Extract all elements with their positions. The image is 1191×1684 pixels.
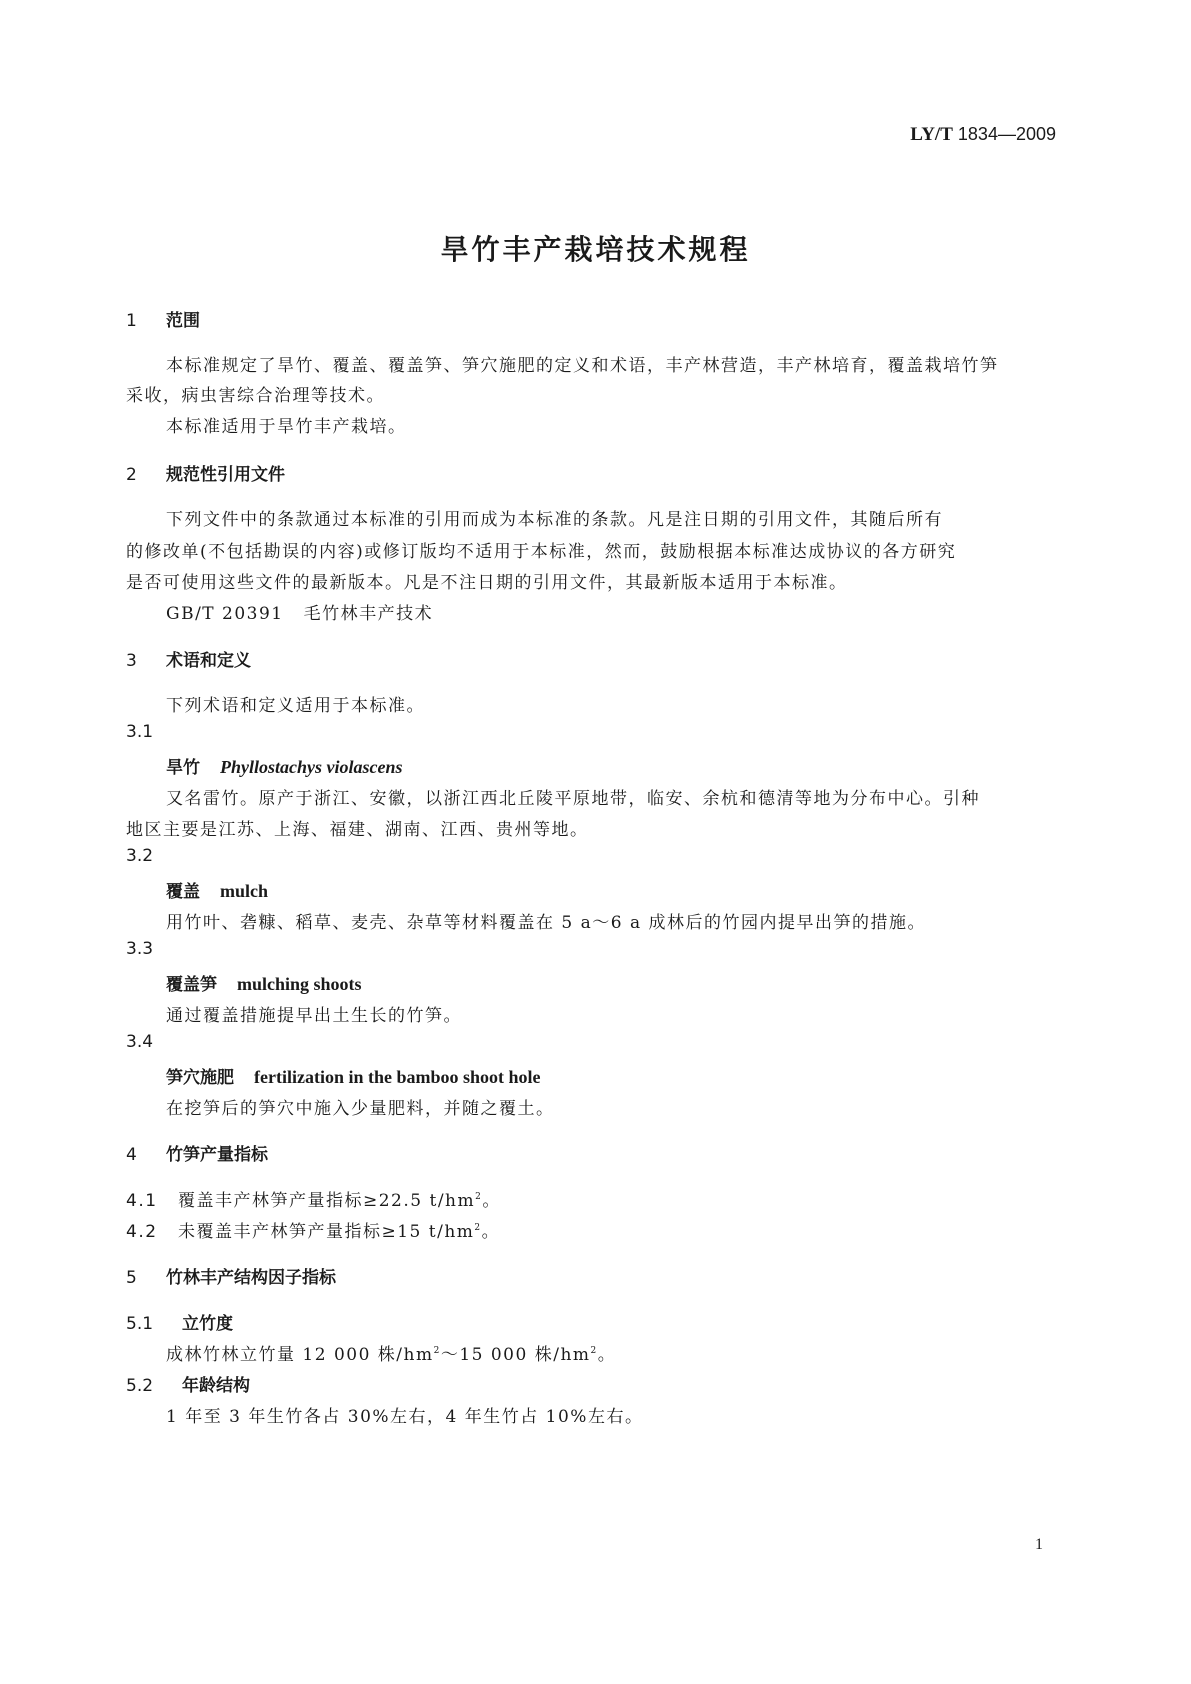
- reference-code: GB/T 20391: [166, 604, 284, 624]
- subsection-5-2-heading: [126, 1371, 250, 1396]
- term-definition: 通过覆盖措施提早出土生长的竹笋。: [166, 1006, 462, 1026]
- paragraph: 本标准适用于旱竹丰产栽培。: [166, 417, 407, 437]
- subsection-title: 年龄结构: [182, 1376, 250, 1396]
- section-number: 2: [126, 465, 137, 485]
- subsection-number: 5.1: [126, 1314, 154, 1334]
- term-definition: 又名雷竹。原产于浙江、安徽，以浙江西北丘陵平原地带，临安、余杭和德清等地为分布中心。引种: [166, 789, 980, 809]
- term-cn: 旱竹: [166, 758, 200, 778]
- superscript: 2: [475, 1192, 483, 1202]
- paragraph: 采收，病虫害综合治理等技术。: [126, 386, 385, 406]
- punctuation: 。: [482, 1191, 501, 1211]
- standard-code: [910, 124, 1056, 146]
- term-definition: 在挖笋后的笋穴中施入少量肥料，并随之覆土。: [166, 1099, 555, 1119]
- term-en: mulch: [220, 881, 269, 901]
- page-number: 1: [1035, 1536, 1043, 1553]
- text: ～15 000 株/hm: [440, 1345, 591, 1365]
- term-heading: [166, 753, 403, 778]
- item-text: 未覆盖丰产林笋产量指标≥15 t/hm: [178, 1222, 475, 1242]
- section-title: 竹林丰产结构因子指标: [166, 1268, 336, 1288]
- paragraph: 的修改单(不包括勘误的内容)或修订版均不适用于本标准，然而，鼓励根据本标准达成协议的各方研究: [126, 542, 957, 562]
- term-number: 3.2: [126, 846, 154, 866]
- paragraph: 下列文件中的条款通过本标准的引用而成为本标准的条款。凡是注日期的引用文件，其随后所有: [166, 510, 943, 530]
- subsection-5-1-heading: [126, 1309, 233, 1334]
- section-2-heading: [126, 460, 285, 485]
- subsection-number: 5.2: [126, 1376, 154, 1396]
- subsection-title: 立竹度: [182, 1314, 233, 1334]
- term-en: Phyllostachys violascens: [220, 757, 403, 777]
- document-title: 旱竹丰产栽培技术规程: [440, 233, 751, 266]
- item-text: 覆盖丰产林笋产量指标≥22.5 t/hm: [178, 1191, 476, 1211]
- punctuation: 。: [597, 1345, 617, 1365]
- superscript: 2: [590, 1346, 598, 1356]
- yield-indicator-item: [126, 1217, 500, 1242]
- paragraph: 下列术语和定义适用于本标准。: [166, 696, 425, 716]
- term-heading: [166, 1063, 541, 1088]
- item-number: 4.2: [126, 1222, 158, 1242]
- section-number: 1: [126, 311, 137, 331]
- standard-prefix: LY/T: [910, 124, 953, 145]
- text: 成林竹林立竹量 12 000 株/hm: [166, 1345, 434, 1365]
- term-heading: [166, 877, 268, 902]
- term-definition: 地区主要是江苏、上海、福建、湖南、江西、贵州等地。: [126, 820, 589, 840]
- section-title: 竹笋产量指标: [166, 1145, 268, 1165]
- section-number: 3: [126, 651, 137, 671]
- term-cn: 笋穴施肥: [166, 1068, 234, 1088]
- paragraph: 本标准规定了旱竹、覆盖、覆盖笋、笋穴施肥的定义和术语，丰产林营造，丰产林培育，覆盖栽培竹笋: [166, 356, 999, 376]
- term-en: mulching shoots: [237, 974, 362, 994]
- section-4-heading: [126, 1140, 268, 1165]
- item-number: 4.1: [126, 1191, 158, 1211]
- section-number: 4: [126, 1145, 137, 1165]
- standard-number: 1834—2009: [957, 124, 1056, 144]
- paragraph: [166, 1340, 616, 1365]
- normative-reference: [166, 599, 433, 624]
- section-1-heading: [126, 306, 200, 331]
- yield-indicator-item: [126, 1186, 501, 1211]
- term-cn: 覆盖: [166, 882, 200, 902]
- paragraph: 1 年至 3 年生竹各占 30%左右，4 年生竹占 10%左右。: [166, 1407, 644, 1427]
- superscript: 2: [433, 1346, 441, 1356]
- term-number: 3.1: [126, 722, 154, 742]
- section-3-heading: [126, 646, 251, 671]
- section-title: 规范性引用文件: [166, 465, 285, 485]
- section-5-heading: [126, 1263, 336, 1288]
- term-cn: 覆盖笋: [166, 975, 217, 995]
- term-en: fertilization in the bamboo shoot hole: [254, 1067, 541, 1087]
- term-number: 3.4: [126, 1032, 154, 1052]
- term-number: 3.3: [126, 939, 154, 959]
- term-definition: 用竹叶、砻糠、稻草、麦壳、杂草等材料覆盖在 5 a～6 a 成林后的竹园内提早出笋的措施。: [166, 913, 927, 933]
- punctuation: 。: [481, 1222, 501, 1242]
- section-title: 范围: [166, 311, 200, 331]
- section-number: 5: [126, 1268, 137, 1288]
- section-title: 术语和定义: [166, 651, 251, 671]
- reference-title: 毛竹林丰产技术: [303, 604, 434, 624]
- term-heading: [166, 970, 362, 995]
- superscript: 2: [474, 1223, 482, 1233]
- paragraph: 是否可使用这些文件的最新版本。凡是不注日期的引用文件，其最新版本适用于本标准。: [126, 573, 848, 593]
